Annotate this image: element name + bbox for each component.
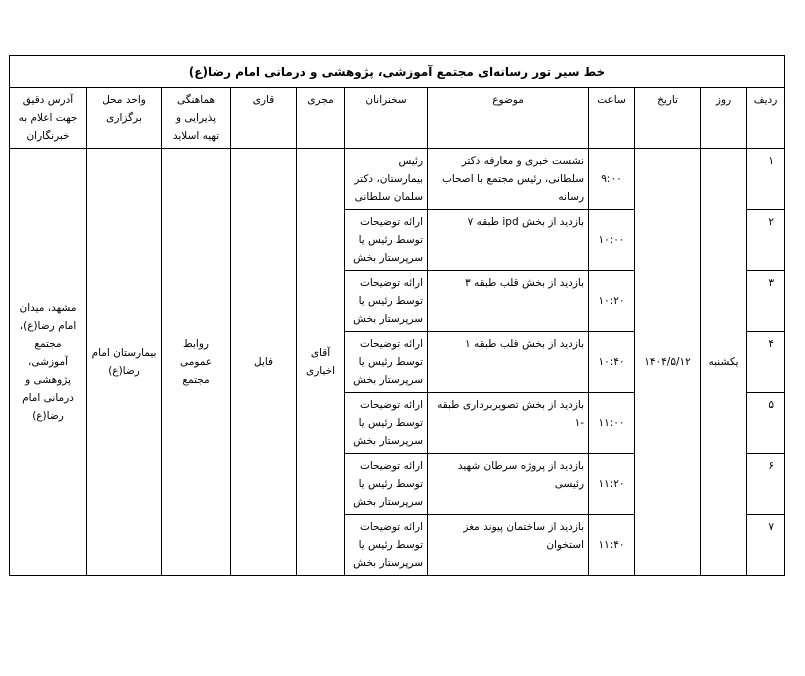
coordination-cell: روابط عمومی مجتمع <box>162 149 231 576</box>
topic-cell: بازدید از بخش ipd طبقه ۷ <box>428 210 589 271</box>
topic-cell: بازدید از بخش قلب طبقه ۱ <box>428 332 589 393</box>
table-row <box>10 149 785 210</box>
header-date: تاریخ <box>635 88 701 149</box>
header-address: آدرس دقیق جهت اعلام به خبرنگاران <box>10 88 87 149</box>
time-cell: ۹:۰۰ <box>589 149 635 210</box>
page-title: خط سیر تور رسانه‌ای مجتمع آموزشی، پژوهشی و درمانی امام رضا(ع) <box>10 56 785 88</box>
address-cell: مشهد، میدان امام رضا(ع)، مجتمع آموزشی، پژوهشی و درمانی امام رضا(ع) <box>10 149 87 576</box>
time-cell: ۱۱:۲۰ <box>589 454 635 515</box>
day-cell: یکشنبه <box>701 149 747 576</box>
speaker-cell: ارائه توضیحات توسط رئیس یا سرپرستار بخش <box>345 393 428 454</box>
row-number: ۲ <box>747 210 785 271</box>
time-cell: ۱۱:۴۰ <box>589 515 635 576</box>
row-number: ۵ <box>747 393 785 454</box>
header-day: روز <box>701 88 747 149</box>
header-topic: موضوع <box>428 88 589 149</box>
header-row <box>10 88 785 149</box>
speaker-cell: رئیس بیمارستان، دکتر سلمان سلطانی <box>345 149 428 210</box>
speaker-cell: ارائه توضیحات توسط رئیس یا سرپرستار بخش <box>345 332 428 393</box>
topic-cell: بازدید از پروژه سرطان شهید رئیسی <box>428 454 589 515</box>
header-unit: واحد محل برگزاری <box>87 88 162 149</box>
schedule-table <box>9 55 785 576</box>
speaker-cell: ارائه توضیحات توسط رئیس یا سرپرستار بخش <box>345 210 428 271</box>
schedule-sheet <box>9 55 784 576</box>
topic-cell: بازدید از بخش تصویربرداری طبقه -۱ <box>428 393 589 454</box>
header-speakers: سخنرانان <box>345 88 428 149</box>
row-number: ۴ <box>747 332 785 393</box>
time-cell: ۱۱:۰۰ <box>589 393 635 454</box>
topic-cell: نشست خبری و معارفه دکتر سلطانی، رئیس مجتمع با اصحاب رسانه <box>428 149 589 210</box>
speaker-cell: ارائه توضیحات توسط رئیس یا سرپرستار بخش <box>345 515 428 576</box>
date-cell: ۱۴۰۴/۵/۱۲ <box>635 149 701 576</box>
header-time: ساعت <box>589 88 635 149</box>
topic-cell: بازدید از بخش قلب طبقه ۳ <box>428 271 589 332</box>
time-cell: ۱۰:۰۰ <box>589 210 635 271</box>
host-cell: آقای اخباری <box>297 149 345 576</box>
speaker-cell: ارائه توضیحات توسط رئیس یا سرپرستار بخش <box>345 454 428 515</box>
header-row-num: ردیف <box>747 88 785 149</box>
unit-cell: بیمارستان امام رضا(ع) <box>87 149 162 576</box>
speaker-cell: ارائه توضیحات توسط رئیس یا سرپرستار بخش <box>345 271 428 332</box>
time-cell: ۱۰:۴۰ <box>589 332 635 393</box>
header-reciter: قاری <box>231 88 297 149</box>
row-number: ۳ <box>747 271 785 332</box>
reciter-cell: فایل <box>231 149 297 576</box>
row-number: ۶ <box>747 454 785 515</box>
header-host: مجری <box>297 88 345 149</box>
time-cell: ۱۰:۲۰ <box>589 271 635 332</box>
header-coordination: هماهنگی پذیرایی و تهیه اسلاید <box>162 88 231 149</box>
topic-cell: بازدید از ساختمان پیوند مغز استخوان <box>428 515 589 576</box>
row-number: ۱ <box>747 149 785 210</box>
row-number: ۷ <box>747 515 785 576</box>
